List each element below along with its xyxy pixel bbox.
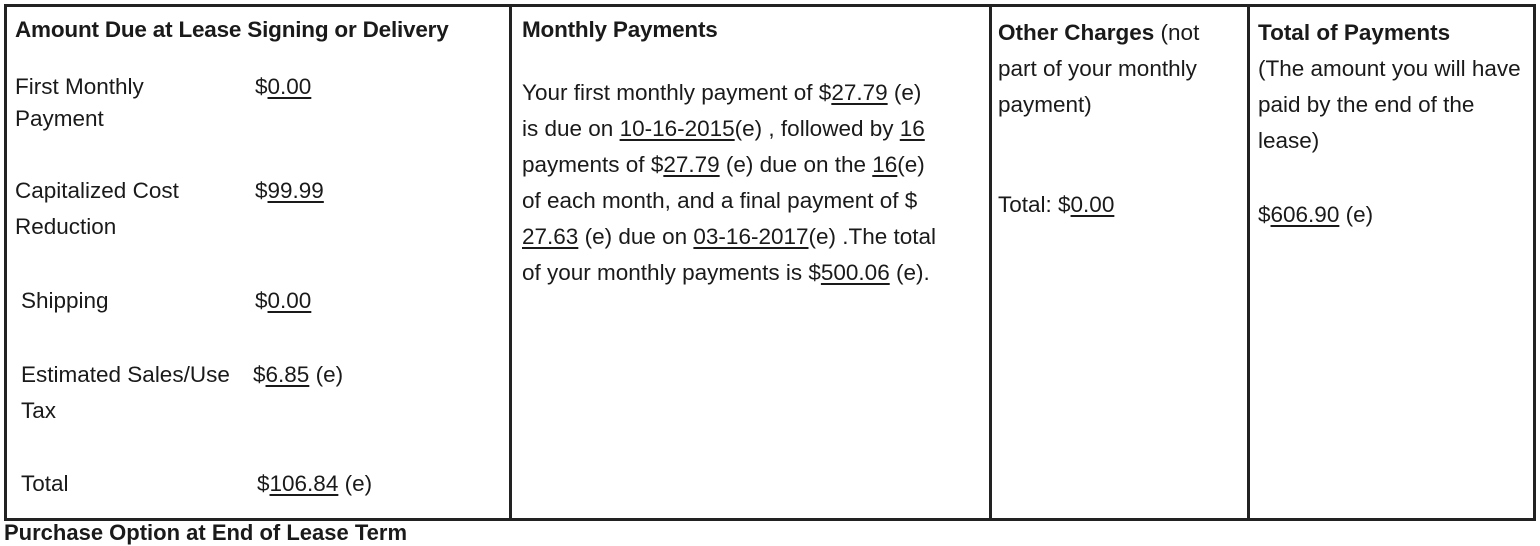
total-of-payments-amount: 606.90 — [1270, 202, 1340, 227]
currency-symbol: $ — [255, 178, 268, 203]
monthly-payments-header: Monthly Payments — [522, 17, 718, 42]
regular-payment-amount: 27.79 — [663, 152, 720, 177]
estimate-marker: (e) — [1345, 202, 1374, 227]
final-payment-amount: 27.63 — [522, 224, 579, 249]
mp-line-1 — [522, 75, 982, 111]
mp-text: (e) due on — [584, 224, 694, 249]
mp-text: Your first monthly payment of $ — [522, 80, 832, 105]
total-of-payments-value — [1258, 197, 1373, 233]
monthly-payments-column — [509, 7, 989, 518]
total-due-value — [257, 466, 372, 502]
mp-text: (e) .The total — [808, 224, 937, 249]
mp-text: (e) , followed by — [734, 116, 900, 141]
payment-count: 16 — [899, 116, 925, 141]
total-of-payments-block — [1258, 15, 1540, 159]
estimate-marker: (e). — [895, 260, 930, 285]
estimate-marker: (e) — [893, 80, 922, 105]
mp-text: (e) due on the — [725, 152, 873, 177]
other-charges-title: Other Charges — [998, 20, 1155, 45]
mp-line-4: of each month, and a final payment of $ — [522, 188, 918, 213]
total-due-amount: 106.84 — [269, 471, 339, 496]
currency-symbol: $ — [255, 74, 268, 99]
mp-text: of your monthly payments is $ — [522, 260, 821, 285]
first-monthly-payment-amount: 0.00 — [267, 74, 312, 99]
monthly-payments-text — [522, 75, 982, 291]
capitalized-cost-value — [255, 173, 324, 209]
other-charges-total-value: 0.00 — [1070, 192, 1115, 217]
amount-due-header: Amount Due at Lease Signing or Delivery — [15, 17, 449, 42]
lease-disclosure-table — [4, 4, 1536, 521]
sales-tax-amount: 6.85 — [265, 362, 310, 387]
mp-line-6 — [522, 255, 982, 291]
total-of-payments-column — [1247, 7, 1533, 518]
shipping-label: Shipping — [21, 288, 109, 313]
mp-text: is due on — [522, 116, 620, 141]
sales-tax-label: Estimated Sales/Use Tax — [21, 362, 230, 423]
first-monthly-payment-label: First Monthly Payment — [15, 74, 144, 131]
first-monthly-payment-value — [255, 71, 311, 103]
currency-symbol: $ — [1258, 202, 1271, 227]
mp-text: payments of $ — [522, 152, 664, 177]
sales-tax-value — [253, 357, 343, 393]
capitalized-cost-amount: 99.99 — [267, 178, 324, 203]
total-of-payments-header: Total of Payments — [1258, 20, 1451, 45]
other-charges-column — [989, 7, 1247, 518]
other-charges-total-label: Total: $ — [998, 192, 1071, 217]
total-due-label: Total — [21, 471, 69, 496]
currency-symbol: $ — [255, 288, 268, 313]
other-charges-header — [998, 15, 1238, 123]
estimate-marker: (e) — [344, 471, 373, 496]
first-payment-amount: 27.79 — [831, 80, 888, 105]
other-charges-note: (not part of your monthly payment) — [998, 20, 1200, 117]
final-due-date: 03-16-2017 — [693, 224, 809, 249]
due-day: 16 — [872, 152, 898, 177]
currency-symbol: $ — [257, 471, 270, 496]
mp-line-3 — [522, 147, 982, 183]
mp-line-2 — [522, 111, 982, 147]
capitalized-cost-label: Capitalized Cost Reduction — [15, 178, 179, 239]
estimate-marker: (e) — [897, 152, 925, 177]
currency-symbol: $ — [253, 362, 266, 387]
next-section-heading-cutoff: Purchase Option at End of Lease Term — [4, 520, 408, 545]
amount-due-column — [7, 7, 509, 518]
shipping-amount: 0.00 — [267, 288, 312, 313]
total-monthly-amount: 500.06 — [820, 260, 890, 285]
estimate-marker: (e) — [315, 362, 344, 387]
mp-line-5 — [522, 219, 982, 255]
shipping-value — [255, 283, 311, 319]
total-of-payments-subtext: (The amount you will have paid by the end of the lease) — [1258, 56, 1521, 153]
first-due-date: 10-16-2015 — [619, 116, 735, 141]
other-charges-total — [998, 187, 1114, 223]
